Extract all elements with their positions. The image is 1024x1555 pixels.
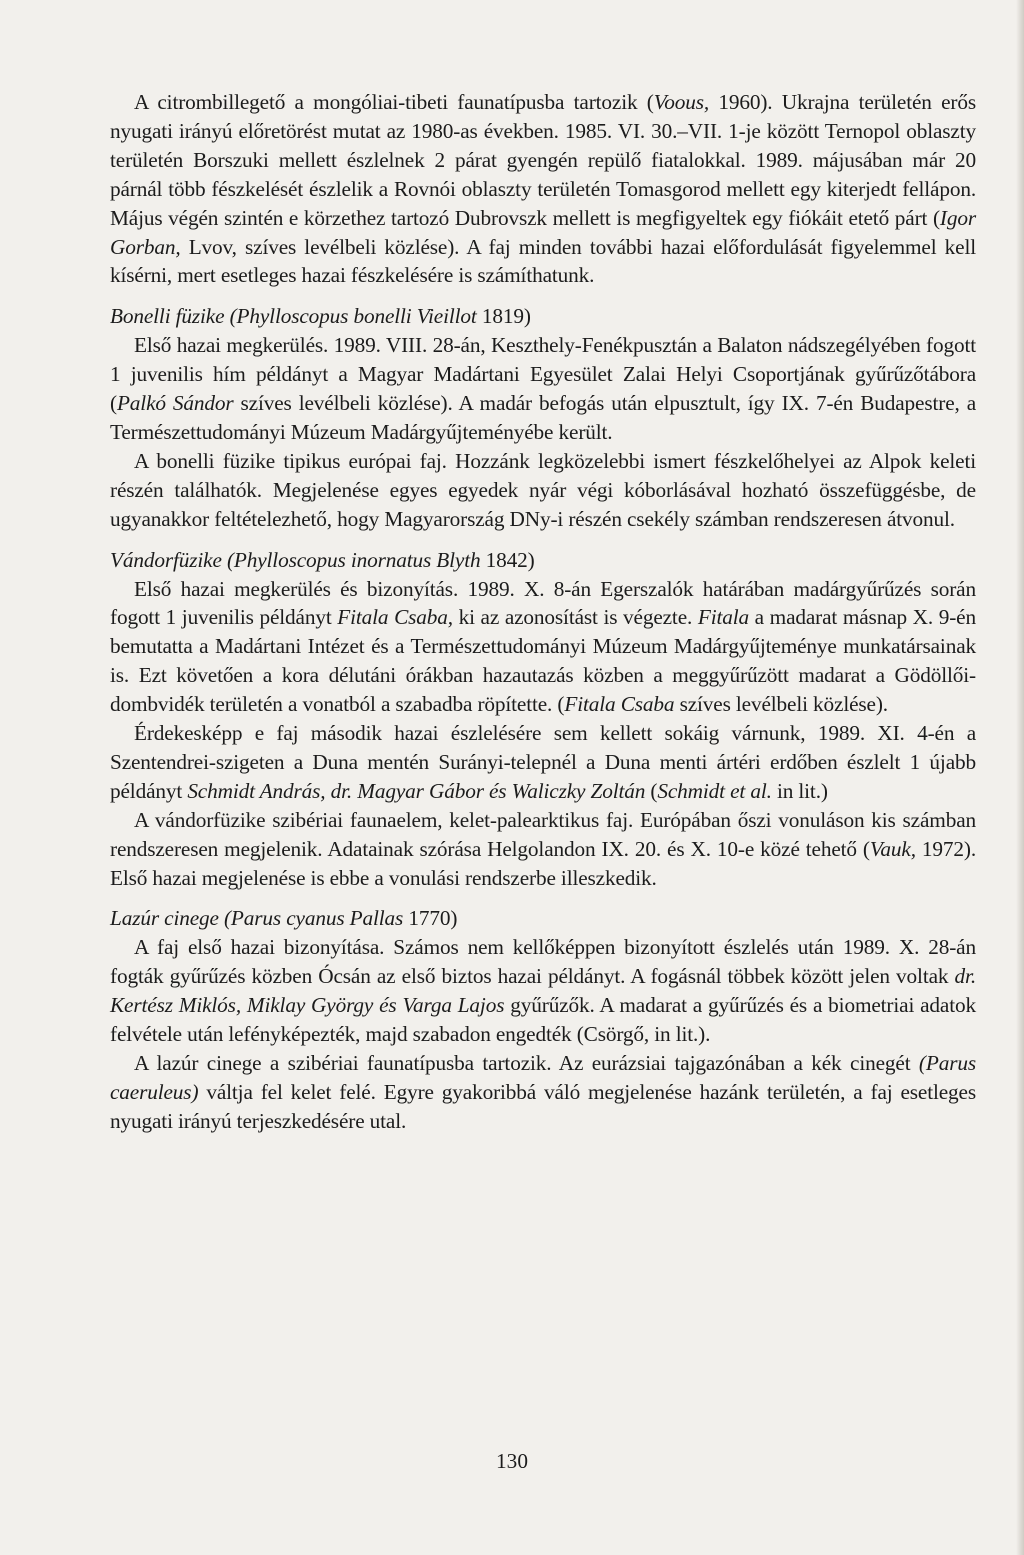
paragraph-bonelli-2: A bonelli füzike tipikus európai faj. Hozzánk legközelebbi ismert fészkelőhelyei az Alpok keleti részén találhatók. Megjelenése egyes egyedek nyár végi kóborlásával hozható összefüggésbe, de ugyanakkor feltételezhető, hogy Magyarország DNy-i részén csekély számban rendszeresen átvonul.	[110, 448, 976, 531]
text-span: A citrombillegető a mongóliai-tibeti faunatípusba tartozik (	[134, 90, 654, 114]
text-span: A lazúr cinege a szibériai faunatípusba tartozik. Az eurázsiai tajgazónában a kék cinegét	[134, 1051, 919, 1075]
paragraph-vandorfuzike-1	[110, 575, 976, 720]
page-number: 130	[496, 1449, 528, 1473]
person-name: Fitala Csaba,	[337, 605, 453, 630]
text-span: A vándorfüzike szibériai faunaelem, kelet-palearktikus faj. Európában őszi vonuláson kis számban rendszeresen megjelenik. Adatainak szórása Helgolandon IX. 20. és X. 10-e közé tehető (	[110, 807, 976, 861]
paragraph-bonelli-1	[110, 331, 976, 447]
species-name: Bonelli füzike (Phylloscopus bonelli Vieillot	[110, 304, 477, 329]
citation-author: Schmidt et al.	[657, 778, 772, 803]
person-name: Schmidt András, dr. Magyar Gábor és Waliczky Zoltán	[187, 778, 646, 803]
text-span: Első hazai megkerülés. 1989. VIII. 28-án, Keszthely-Fenékpusztán a Balaton nádszegélyében fogott 1 juvenilis hím példányt a Magyar Madártani Egyesület Zalai Helyi Csoportjának gyűrűzőtábora (	[110, 333, 976, 416]
person-name: Palkó Sándor	[116, 391, 234, 416]
species-year: 1819)	[476, 304, 531, 329]
species-name: Lazúr cinege (Parus cyanus Pallas	[110, 906, 404, 931]
species-name: (Parus caeruleus)	[110, 1051, 976, 1104]
page-text	[110, 88, 976, 1136]
text-span: ki az azonosítást is végezte.	[452, 605, 698, 630]
paragraph-vandorfuzike-2	[110, 719, 976, 806]
paragraph-lazur-cinege-2	[110, 1049, 976, 1136]
text-span: a madarat másnap X. 9-én bemutatta a Madártani Intézet és a Természettudományi Múzeum Madárgyűjteménye munkatársainak is. Ezt követően a kora délutáni órákban hazautazás közben a meggyűrűzött madarat a Gödöllői-dombvidék területén a vonatból a szabadba röpítette. (	[110, 605, 976, 717]
citation-author: Igor Gorban,	[110, 205, 976, 259]
text-span: A faj első hazai bizonyítása. Számos nem kellőképpen bizonyított észlelés után 1989. X. 28-án fogták gyűrűzés közben Ócsán az első biztos hazai példányt. A fogásnál többek között jelen voltak	[110, 935, 976, 989]
paragraph-vandorfuzike-3	[110, 806, 976, 893]
text-span: szíves levélbeli közlése). A madár befogás után elpusztult, így IX. 7-én Budapestre, a Természettudományi Múzeum Madárgyűjteményébe került.	[110, 391, 976, 444]
section-heading-vandorfuzike	[110, 546, 976, 575]
paragraph-lazur-cinege-1	[110, 933, 976, 1049]
section-heading-bonelli	[110, 302, 976, 331]
person-name: Fitala	[697, 605, 750, 630]
text-span: Első hazai megkerülés és bizonyítás. 1989. X. 8-án Egerszalók határában madárgyűrűzés során fogott 1 juvenilis példányt	[110, 576, 976, 630]
text-span: szíves levélbeli közlése).	[674, 692, 888, 717]
text-span: váltja fel kelet felé. Egyre gyakoribbá váló megjelenése hazánk területén, a faj esetleges nyugati irányú terjeszkedésére utal.	[110, 1079, 976, 1133]
species-name: Vándorfüzike (Phylloscopus inornatus Blyth	[110, 547, 481, 572]
person-name: dr. Kertész Miklós, Miklay György és Varga Lajos	[110, 964, 976, 1018]
text-span: gyűrűzők. A madarat a gyűrűzés és a biometriai adatok felvétele után lefényképezték, majd szabadon engedték (Csörgő, in lit.).	[110, 993, 976, 1047]
scan-edge-shadow	[1016, 0, 1024, 1555]
text-span: Érdekesképp e faj második hazai észlelésére sem kellett sokáig várnunk, 1989. XI. 4-én a Szentendrei-szigeten a Duna mentén Surányi-telepnél a Duna menti ártéri erdőben észlelt 1 újabb példányt	[110, 721, 976, 803]
section-heading-lazur-cinege	[110, 904, 976, 933]
species-year: 1770)	[403, 906, 458, 931]
citation-author: Voous,	[653, 90, 710, 114]
text-span: 1960). Ukrajna területén erős nyugati irányú előretörést mutat az 1980-as években. 1985. VI. 30.–VII. 1-je között Ternopol oblaszty területén Borszuki mellett észlelnek 2 párat gyengén repülő fiatalokkal. 1989. májusában már 20 párnál több fészkelését észlelik a Rovnói oblaszty területén Tomasgorod mellett egy kiterjedt fellápon. Május végén szintén e körzethez tartozó Dubrovszk mellett is megfigyeltek egy fiókáit etető párt (	[110, 90, 976, 230]
text-span: (	[645, 778, 658, 803]
person-name: Fitala Csaba	[564, 692, 675, 717]
citation-author: Vauk,	[869, 836, 916, 861]
text-span: Lvov, szíves levélbeli közlése). A faj minden további hazai előfordulását figyelemmel kell kísérni, mert esetleges hazai fészkelésére is számíthatunk.	[110, 234, 976, 288]
text-span: in lit.)	[771, 778, 828, 803]
text-span: 1972). Első hazai megjelenése is ebbe a vonulási rendszerbe illeszkedik.	[110, 836, 976, 890]
paragraph-citrombillegeto	[110, 88, 976, 290]
species-year: 1842)	[480, 547, 535, 572]
